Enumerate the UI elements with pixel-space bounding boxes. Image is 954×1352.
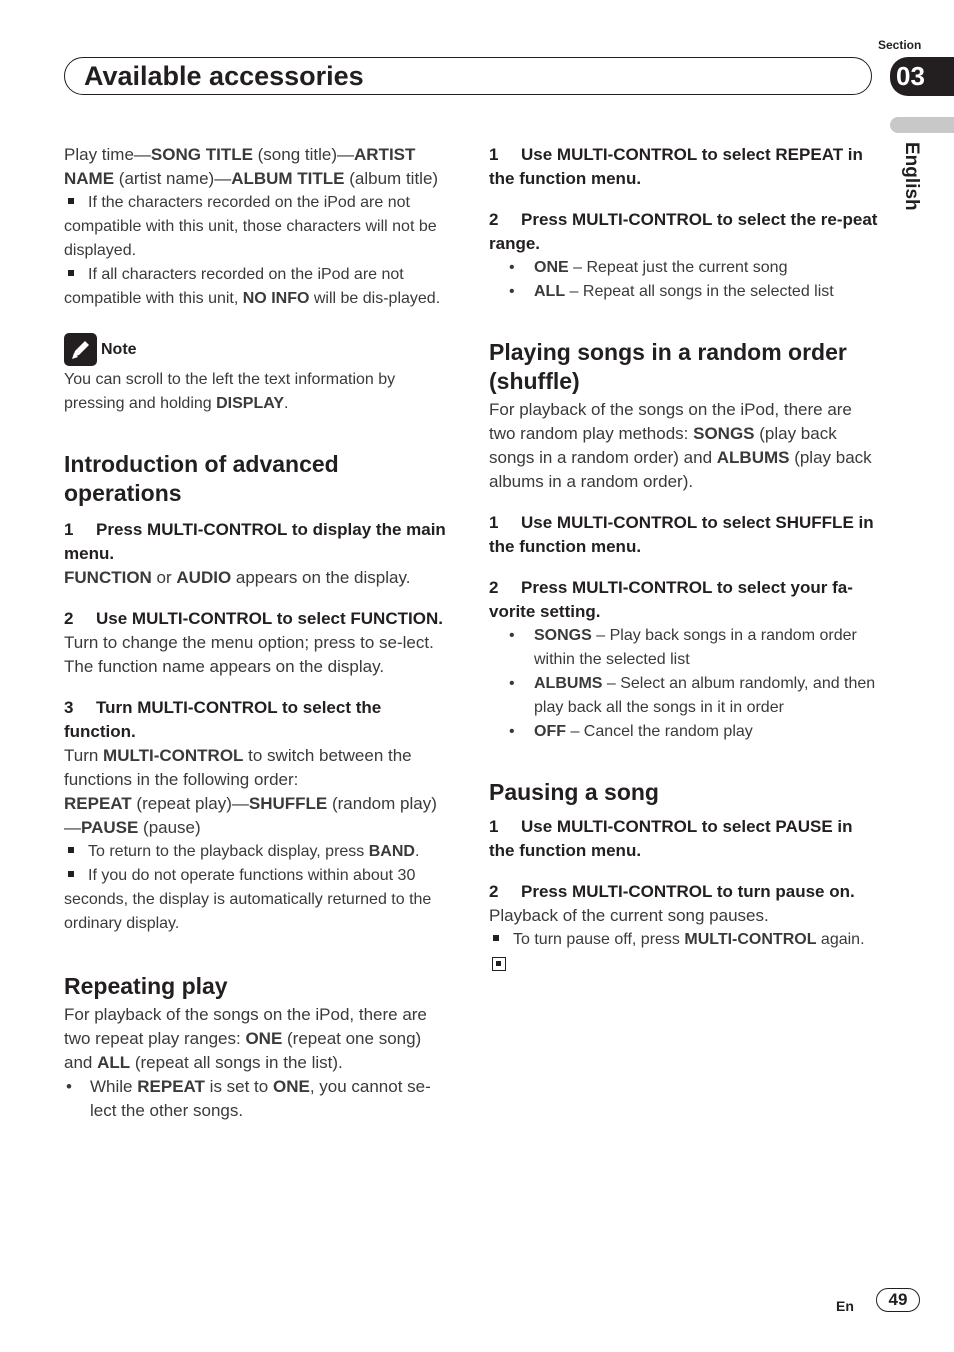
shuffle-body: For playback of the songs on the iPod, there are two random play methods: SONGS (play back songs in a random order) and ALBUMS (play back albums in a random order).	[489, 400, 872, 491]
list-item: • ALL – Repeat all songs in the selected list	[489, 280, 879, 304]
footer-language: En	[836, 1298, 854, 1314]
note-pencil-icon	[64, 333, 97, 366]
pause-body: Playback of the current song pauses.	[489, 906, 769, 925]
square-bullet-icon	[68, 871, 74, 877]
list-item: • SONGS – Play back songs in a random order within the selected list	[489, 624, 879, 672]
step-3: 3 Turn MULTI-CONTROL to select the function.	[64, 698, 382, 741]
repeat-step-2: 2 Press MULTI-CONTROL to select the re-peat range.	[489, 210, 878, 253]
intro-paragraph: Play time—SONG TITLE (song title)—ARTIST NAME (artist name)—ALBUM TITLE (album title)	[64, 145, 439, 188]
square-note: If all characters recorded on the iPod are not compatible with this unit, NO INFO will be dis-played.	[64, 266, 441, 307]
square-bullet-icon	[493, 935, 499, 941]
left-column	[64, 143, 449, 1123]
section-number: 03	[890, 57, 954, 96]
square-bullet-icon	[68, 198, 74, 204]
language-tab-bar	[890, 117, 954, 133]
note-header	[64, 333, 449, 366]
note-label: Note	[101, 340, 137, 358]
repeat-step-1: 1 Use MULTI-CONTROL to select REPEAT in the function menu.	[489, 145, 863, 188]
page-title: Available accessories	[84, 61, 364, 91]
heading-advanced-operations: Introduction of advanced operations	[64, 451, 339, 506]
square-note: If the characters recorded on the iPod are not compatible with this unit, those characters will not be displayed.	[64, 194, 437, 259]
step-1-body: FUNCTION or AUDIO appears on the display.	[64, 568, 411, 587]
heading-pausing: Pausing a song	[489, 779, 659, 805]
list-item: • OFF – Cancel the random play	[489, 720, 879, 744]
step-2-body: Turn to change the menu option; press to se-lect.	[64, 633, 434, 652]
pause-step-1: 1 Use MULTI-CONTROL to select PAUSE in the function menu.	[489, 817, 853, 860]
shuffle-step-1: 1 Use MULTI-CONTROL to select SHUFFLE in the function menu.	[489, 513, 874, 556]
repeating-body: For playback of the songs on the iPod, there are two repeat play ranges: ONE (repeat one song) and ALL (repeat all songs in the list).	[64, 1005, 427, 1072]
language-tab: English	[901, 142, 922, 211]
list-item: • While REPEAT is set to ONE, you cannot se-lect the other songs.	[64, 1075, 449, 1123]
step-2-body: The function name appears on the display.	[64, 657, 385, 676]
note-text: You can scroll to the left the text information by pressing and holding DISPLAY.	[64, 371, 396, 412]
step-1: 1 Press MULTI-CONTROL to display the main menu.	[64, 520, 446, 563]
pause-step-2: 2 Press MULTI-CONTROL to turn pause on.	[489, 882, 855, 901]
list-item: • ALBUMS – Select an album randomly, and then play back all the songs in it in order	[489, 672, 879, 720]
step-3-order: REPEAT (repeat play)—SHUFFLE (random play)—PAUSE (pause)	[64, 794, 437, 837]
square-note: To turn pause off, press MULTI-CONTROL again.	[489, 928, 879, 976]
end-mark-icon	[492, 957, 506, 971]
step-3-body: Turn MULTI-CONTROL to switch between the functions in the following order:	[64, 746, 412, 789]
page-number: 49	[876, 1288, 920, 1312]
right-column	[489, 143, 879, 976]
square-bullet-icon	[68, 270, 74, 276]
heading-shuffle: Playing songs in a random order (shuffle)	[489, 339, 847, 394]
square-note: If you do not operate functions within about 30 seconds, the display is automatically returned to the ordinary display.	[64, 867, 432, 932]
list-item: • ONE – Repeat just the current song	[489, 256, 879, 280]
shuffle-step-2: 2 Press MULTI-CONTROL to select your fa-vorite setting.	[489, 578, 853, 621]
square-bullet-icon	[68, 847, 74, 853]
section-label: Section	[878, 38, 922, 52]
heading-repeating-play: Repeating play	[64, 973, 228, 999]
step-2: 2 Use MULTI-CONTROL to select FUNCTION.	[64, 609, 443, 628]
square-note: To return to the playback display, press BAND.	[64, 840, 449, 864]
